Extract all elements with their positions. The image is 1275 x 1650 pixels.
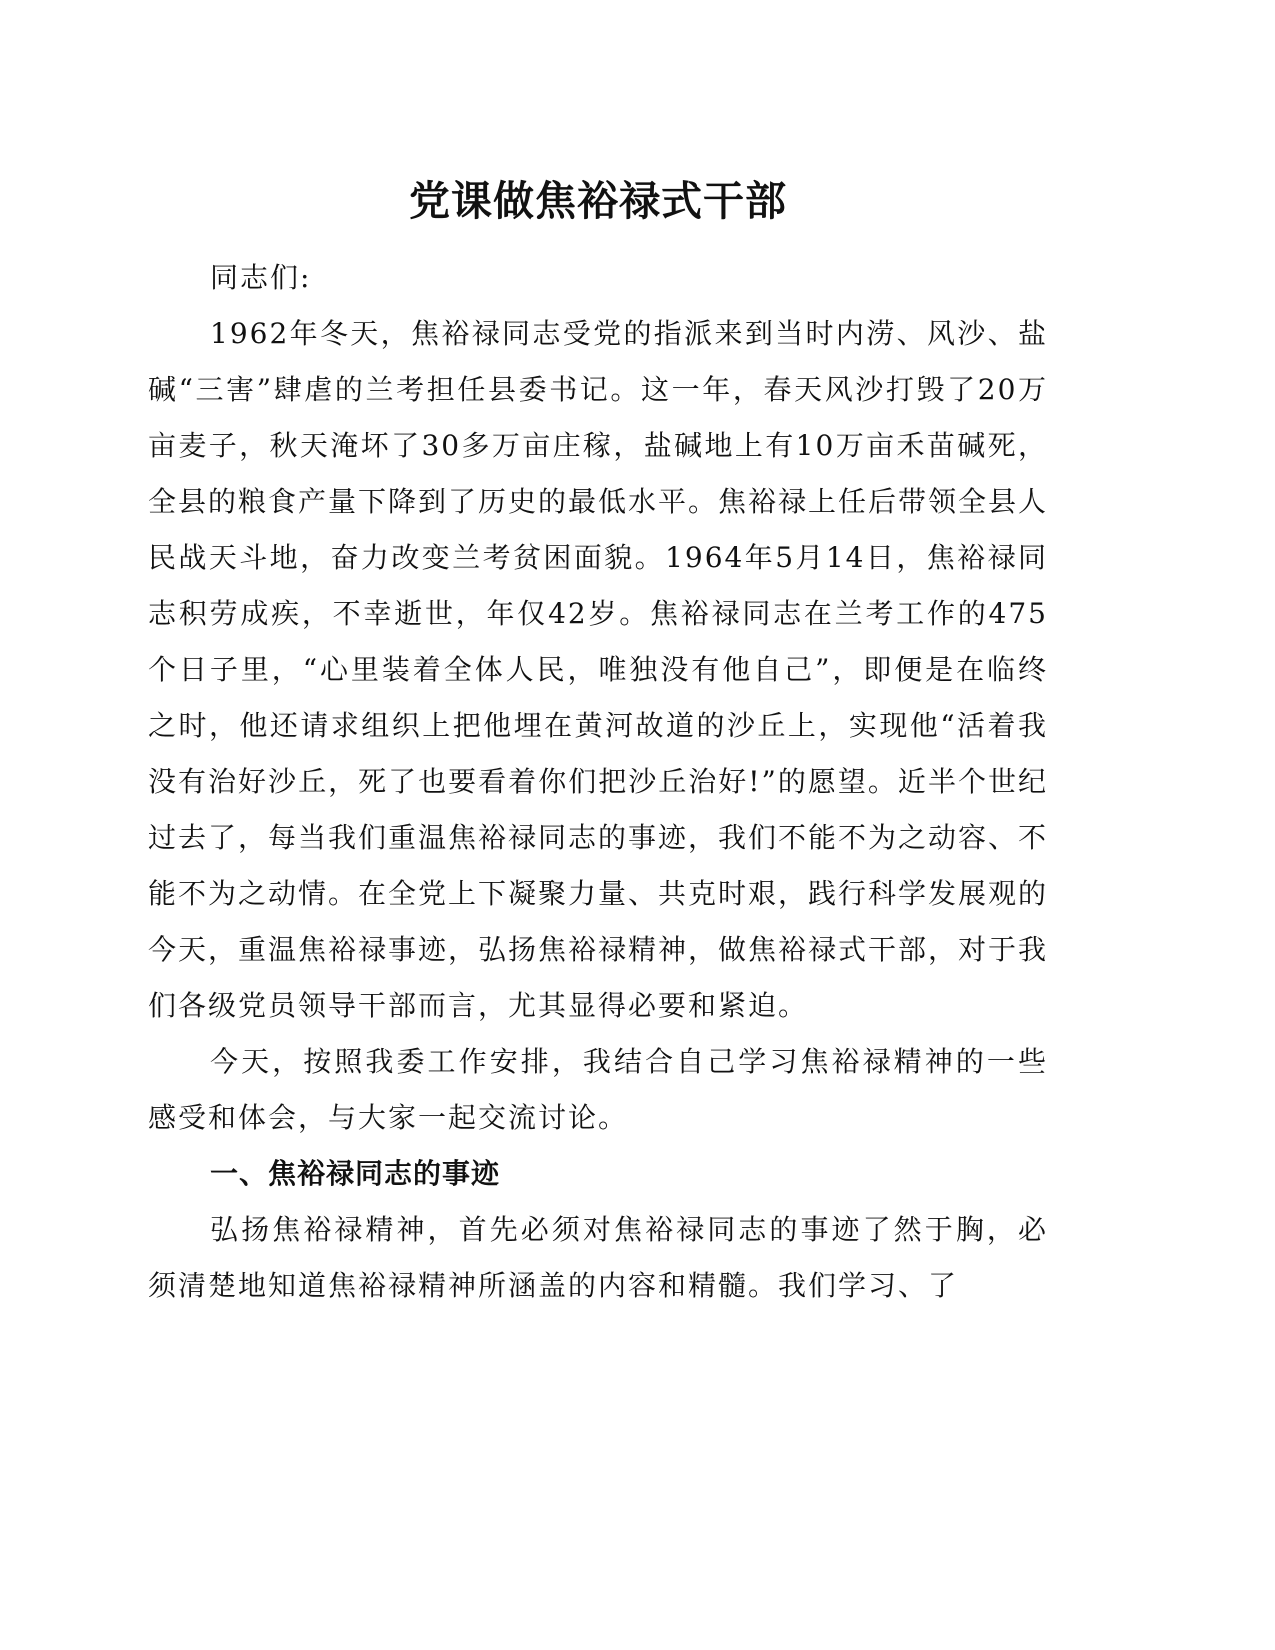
section-heading: 一、焦裕禄同志的事迹: [210, 1157, 501, 1190]
section-paragraph: 弘扬焦裕禄精神，首先必须对焦裕禄同志的事迹了然于胸，必须清楚地知道焦裕禄精神所涵盖的内容和精髓。我们学习、了: [148, 1213, 1048, 1302]
document-content: [148, 166, 1048, 1314]
salutation: 同志们:: [210, 261, 312, 294]
body-paragraph-1: 1962年冬天，焦裕禄同志受党的指派来到当时内涝、风沙、盐碱“三害”肆虐的兰考担任县委书记。这一年，春天风沙打毁了20万亩麦子，秋天淹坏了30多万亩庄稼，盐碱地上有10万亩禾苗碱死，全县的粮食产量下降到了历史的最低水平。焦裕禄上任后带领全县人民战天斗地，奋力改变兰考贫困面貌。1964年5月14日，焦裕禄同志积劳成疾，不幸逝世，年仅42岁。焦裕禄同志在兰考工作的475个日子里，“心里装着全体人民，唯独没有他自己”，即便是在临终之时，他还请求组织上把他埋在黄河故道的沙丘上，实现他“活着我没有治好沙丘，死了也要看着你们把沙丘治好!”的愿望。近半个世纪过去了，每当我们重温焦裕禄同志的事迹，我们不能不为之动容、不能不为之动情。在全党上下凝聚力量、共克时艰，践行科学发展观的今天，重温焦裕禄事迹，弘扬焦裕禄精神，做焦裕禄式干部，对于我们各级党员领导干部而言，尤其显得必要和紧迫。: [148, 317, 1049, 1022]
body-paragraph-2: 今天，按照我委工作安排，我结合自己学习焦裕禄精神的一些感受和体会，与大家一起交流讨论。: [148, 1045, 1048, 1134]
page-title: 党课做焦裕禄式干部: [409, 177, 787, 225]
